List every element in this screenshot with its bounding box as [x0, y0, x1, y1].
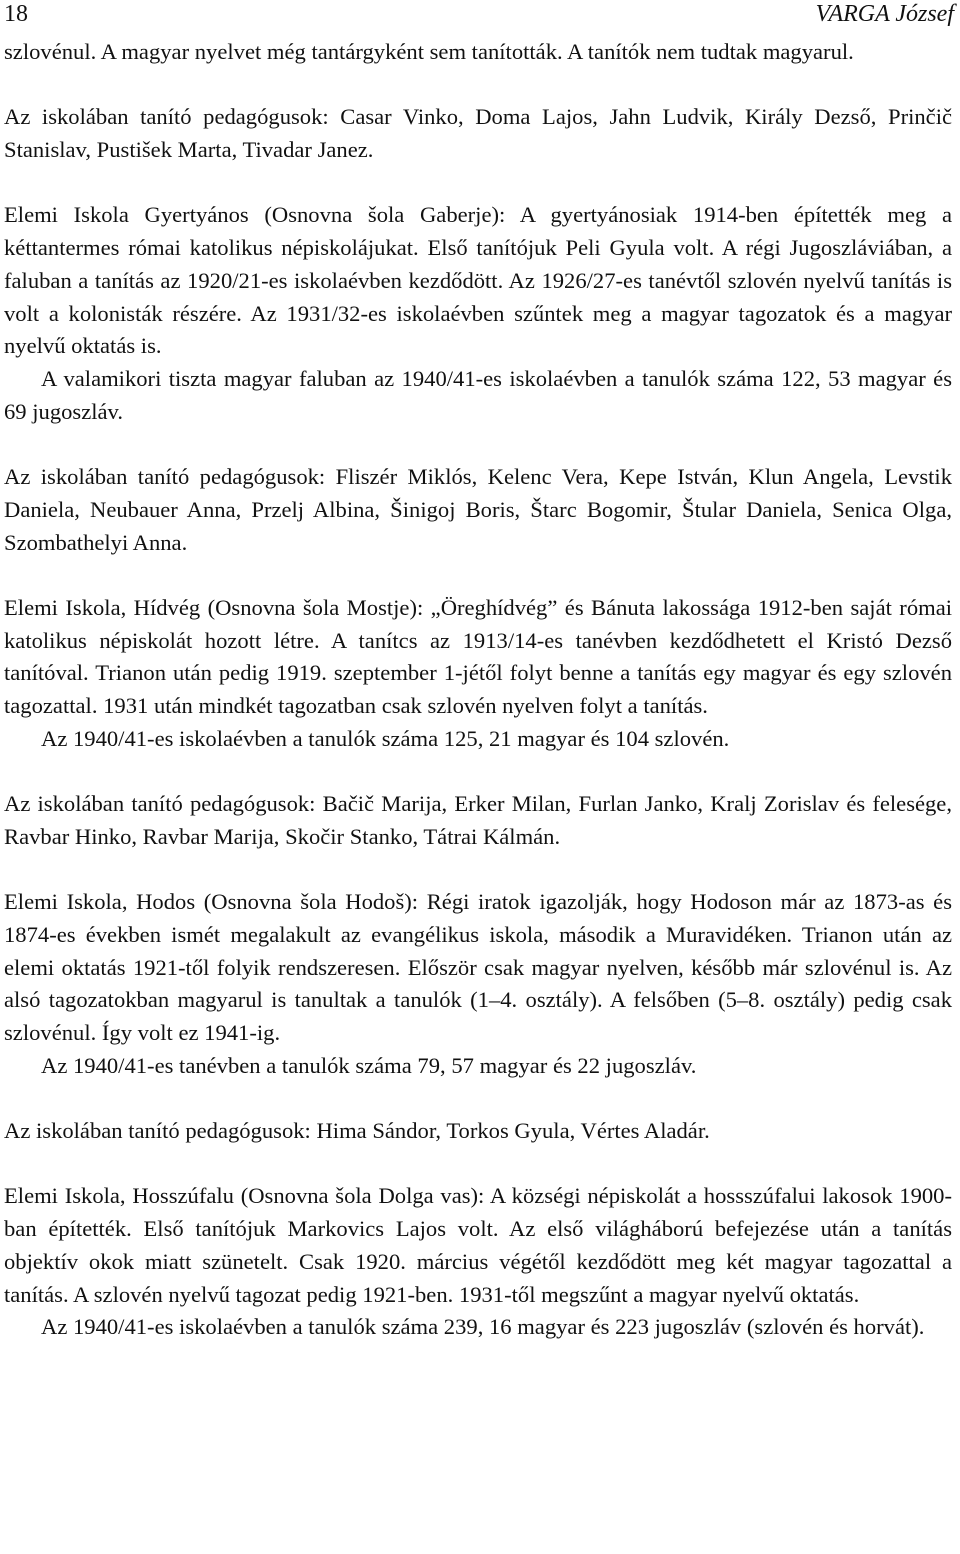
paragraph: Elemi Iskola, Hodos (Osnovna šola Hodoš): Régi iratok igazolják, hogy Hodoson már az 1873-as és 1874-es években ismét megalakult az evangélikus iskola, második a Muravidéken. Trianon után az elemi oktatás 1921-től folyik rendszeresen. Először csak magyar nyelven, később már szlovénul is. Az alsó tagozatokban magyarul is tanultak a tanulók (1–4. osztály). A felsőben (5–8. osztály) pedig csak szlovénul. Így volt ez 1941-ig. — [4, 889, 952, 1045]
paragraph: Az iskolában tanító pedagógusok: Bačič Marija, Erker Milan, Furlan Janko, Kralj Zorislav és felesége, Ravbar Hinko, Ravbar Marija, Skočir Stanko, Tátrai Kálmán. — [4, 791, 952, 849]
paragraph: Az iskolában tanító pedagógusok: Hima Sándor, Torkos Gyula, Vértes Aladár. — [4, 1118, 710, 1144]
paragraph: Elemi Iskola, Hídvég (Osnovna šola Mostje): „Öreghídvég” és Bánuta lakossága 1912-ben saját római katolikus népiskolát hozott létre. A tanítcs az 1913/14-es tanévben kezdődhetett el Kristó Dezső tanítóval. Trianon után pedig 1919. szeptember 1-jétől folyt benne a tanítás egy magyar és egy szlovén tagozattal. 1931 után mindkét tagozatban csak szlovén nyelven folyt a tanítás. — [4, 594, 952, 718]
paragraph: Az 1940/41-es iskolaévben a tanulók száma 239, 16 magyar és 223 jugoszláv (szlovén és horvát). — [41, 1314, 925, 1340]
paragraph: Elemi Iskola Gyertyános (Osnovna šola Gaberje): A gyertyánosiak 1914-ben építették meg a kéttantermes római katolikus népiskolájukat. Első tanítójuk Peli Gyula volt. A régi Jugoszláviában, a faluban a tanítás az 1920/21-es iskolaévben kezdődött. Az 1926/27-es tanévtől szlovén nyelvű tanítás is volt a kolonisták részére. Az 1931/32-es iskolaévben szűntek meg a magyar tagozatok és a magyar nyelvű oktatás is. — [4, 202, 952, 359]
page-header — [4, 0, 954, 30]
paragraph: Az iskolában tanító pedagógusok: Fliszér Miklós, Kelenc Vera, Kepe István, Klun Angela, Levstik Daniela, Neubauer Anna, Przelj Albina, Šinigoj Boris, Štarc Bogomir, Štular Daniela, Senica Olga, Szombathelyi Anna. — [4, 464, 952, 555]
page-number: 18 — [4, 1, 28, 27]
paragraph: Elemi Iskola, Hosszúfalu (Osnovna šola Dolga vas): A községi népiskolát a hossszúfalui lakosok 1900-ban építették. Első tanítójuk Markovics Lajos volt. Az első világháború befejezése után a tanítás objektív okok miatt szünetelt. Csak 1920. március végétől kezdődött meg két magyar tagozattal a tanítás. A szlovén nyelvű tagozat pedig 1921-ben. 1931-től megszűnt a magyar nyelvű oktatás. — [4, 1183, 952, 1307]
page-body — [4, 36, 952, 1344]
paragraph: Az 1940/41-es iskolaévben a tanulók száma 125, 21 magyar és 104 szlovén. — [41, 725, 730, 751]
paragraph: Az iskolában tanító pedagógusok: Casar Vinko, Doma Lajos, Jahn Ludvik, Király Dezső, Prinčič Stanislav, Pustišek Marta, Tivadar Janez. — [4, 104, 952, 163]
paragraph: szlovénul. A magyar nyelvet még tantárgyként sem tanították. A tanítók nem tudtak magyarul. — [4, 39, 854, 64]
paragraph: A valamikori tiszta magyar faluban az 1940/41-es iskolaévben a tanulók száma 122, 53 magyar és 69 jugoszláv. — [4, 366, 952, 424]
running-head: VARGA József — [815, 1, 954, 27]
paragraph: Az 1940/41-es tanévben a tanulók száma 79, 57 magyar és 22 jugoszláv. — [41, 1052, 697, 1078]
